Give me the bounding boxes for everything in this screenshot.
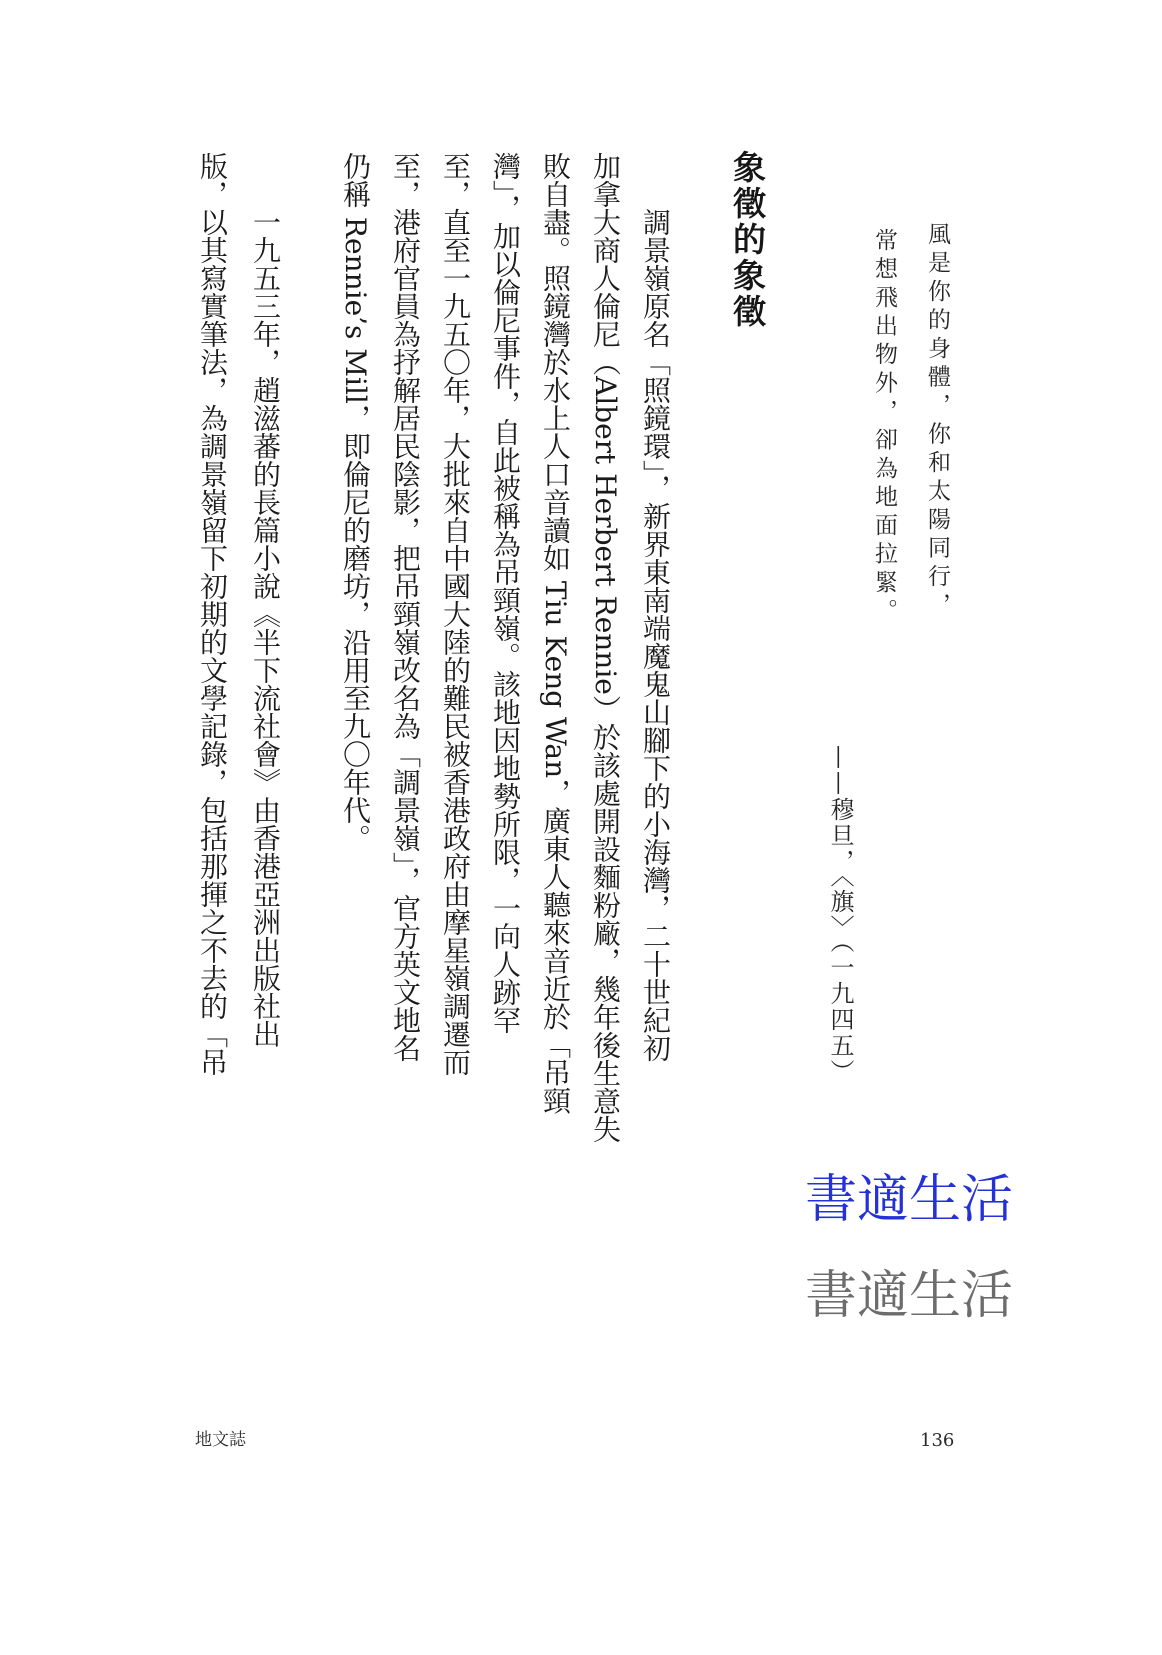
section-heading: 象徵的象徵 xyxy=(728,150,767,330)
body-line: 加拿大商人倫尼（Albert Herbert Rennie）於該處開設麵粉廠，幾年後生意失 xyxy=(589,152,622,1143)
body-line: 仍稱 Rennie’s Mill，即倫尼的磨坊，沿用至九〇年代。 xyxy=(339,152,372,852)
epigraph-line: 風是你的身體，你和太陽同行， xyxy=(924,222,950,621)
body-line: 敗自盡。照鏡灣於水上人口音讀如 Tiu Keng Wan，廣東人聽來音近於「吊頸 xyxy=(539,152,572,1115)
watermark-primary: 書適生活 xyxy=(805,1170,1014,1230)
epigraph-attribution: ——穆旦，〈旗〉（一九四五） xyxy=(826,745,854,1085)
page-number: 136 xyxy=(920,1430,955,1451)
epigraph-line: 常想飛出物外，卻為地面拉緊。 xyxy=(871,228,897,627)
body-line: 至，直至一九五〇年，大批來自中國大陸的難民被香港政府由摩星嶺調遷而 xyxy=(439,152,472,1076)
watermark-secondary: 書適生活 xyxy=(805,1266,1014,1326)
body-line: 至，港府官員為抒解居民陰影，把吊頸嶺改名為「調景嶺」，官方英文地名 xyxy=(389,152,422,1062)
body-line: 調景嶺原名「照鏡環」，新界東南端魔鬼山腳下的小海灣，二十世紀初 xyxy=(639,208,672,1062)
footer-book-title: 地文誌 xyxy=(195,1430,246,1450)
body-line: 一九五三年，趙滋蕃的長篇小說《半下流社會》由香港亞洲出版社出 xyxy=(249,208,282,1048)
body-line: 灣」，加以倫尼事件，自此被稱為吊頸嶺。該地因地勢所限，一向人跡罕 xyxy=(489,152,522,1034)
body-line: 版，以其寫實筆法，為調景嶺留下初期的文學記錄，包括那揮之不去的「吊 xyxy=(196,152,229,1076)
